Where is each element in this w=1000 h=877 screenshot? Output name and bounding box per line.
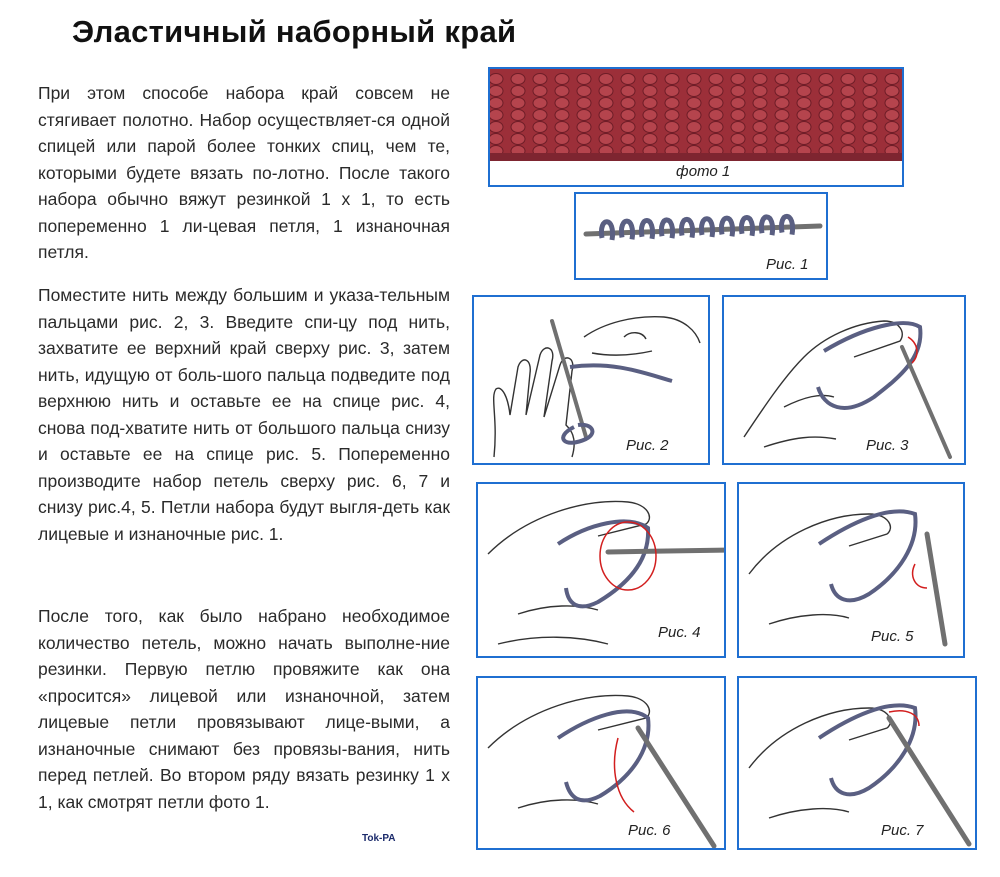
repeat-loops-drawing — [739, 678, 975, 848]
fig4-caption: Рис. 4 — [658, 624, 701, 641]
fig6-frame — [476, 676, 726, 850]
fig3-frame — [722, 295, 966, 465]
fig7-frame — [737, 676, 977, 850]
hand-with-yarn-drawing — [474, 297, 708, 463]
fig5-frame — [737, 482, 965, 658]
fig1-caption: Рис. 1 — [766, 256, 809, 273]
intro-paragraph: При этом способе набора край совсем не стягивает полотно. Набор осуществляет-ся одной спицей или парой более тонких спиц, чем те, которыми будете вязать по-лотно. После такого набора обычно вяжут резинкой 1 х 1, то есть попеременно 1 ли-цевая петля, 1 изнаночная петля. — [38, 83, 450, 262]
credit-label: Tok-PA — [362, 833, 396, 844]
fig5-caption: Рис. 5 — [871, 628, 914, 645]
photo1-caption: фото 1 — [676, 163, 731, 180]
loop-under-thumb-drawing — [739, 484, 963, 656]
rib-paragraph: После того, как было набрано необходимое количество петель, можно начать выполне-ние резинки. Первую петлю провяжите как она «просится» лицевой или изнаночной, затем лицевые петли провязывают лице-выми, а изнаночные снимают без провязы-вания, нить перед петлей. Во втором ряду вязать резинку 1 х 1, как смотрят петли фото 1. — [38, 606, 450, 812]
page-title: Эластичный наборный край — [72, 14, 517, 49]
fig2-frame — [472, 295, 710, 465]
fig4-frame — [476, 482, 726, 658]
top-loop-cast-drawing — [478, 678, 724, 848]
instructions-paragraph: Поместите нить между большим и указа-тельным пальцами рис. 2, 3. Введите спи-цу под нить, захватите ее верхний край сверху рис. 3, затем нить, идущую от боль-шого пальца подведите под верхнюю нить и оставьте ее на спице рис. 4, снова под-хватите нить от большого пальца снизу и оставьте ее на спице рис. 5. Попеременно производите набор петель сверху рис. 6, 7 и снизу рис.4, 5. Петли набора будут выгля-деть как лицевые и изнаночные рис. 1. — [38, 285, 450, 544]
fig1-frame — [574, 192, 828, 280]
fig2-caption: Рис. 2 — [626, 437, 669, 454]
photo1-frame — [488, 67, 904, 187]
thumb-index-drawing — [724, 297, 964, 463]
fig3-caption: Рис. 3 — [866, 437, 909, 454]
fig7-caption: Рис. 7 — [881, 822, 924, 839]
fig6-caption: Рис. 6 — [628, 822, 671, 839]
